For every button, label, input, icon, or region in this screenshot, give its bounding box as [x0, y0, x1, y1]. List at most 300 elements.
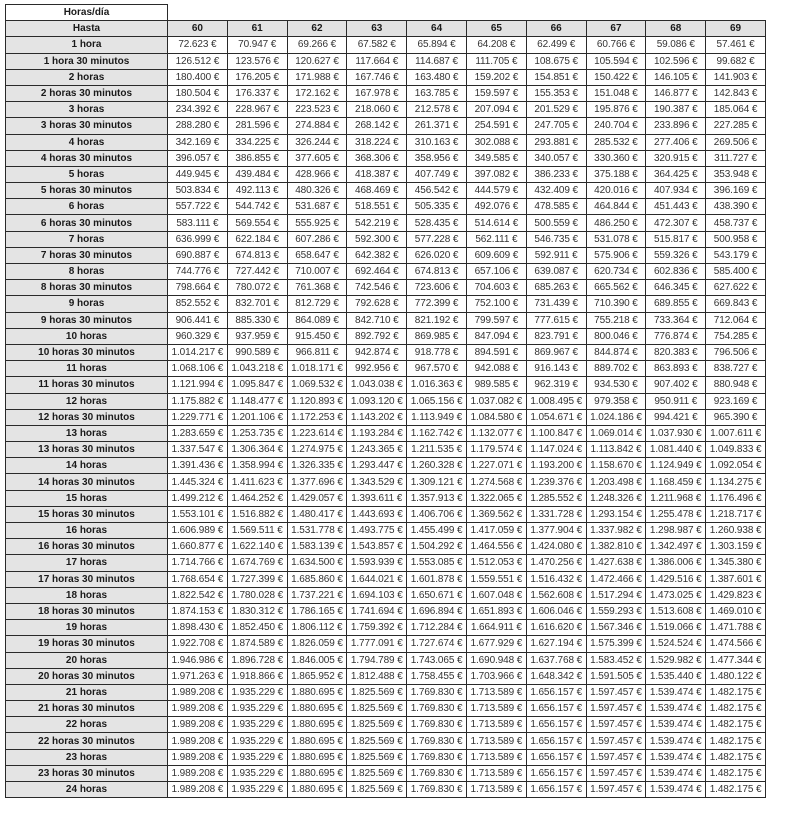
value-cell: 1.593.939 € [347, 555, 407, 571]
value-cell: 1.345.380 € [706, 555, 766, 571]
value-cell: 1.274.568 € [466, 474, 526, 490]
value-cell: 1.989.208 € [168, 717, 228, 733]
value-cell: 1.591.505 € [586, 668, 646, 684]
value-cell: 1.656.157 € [526, 765, 586, 781]
value-cell: 1.846.005 € [287, 652, 347, 668]
value-cell: 1.172.253 € [287, 409, 347, 425]
value-cell: 934.530 € [586, 377, 646, 393]
value-cell: 923.169 € [706, 393, 766, 409]
value-cell: 1.880.695 € [287, 733, 347, 749]
value-cell: 1.464.556 € [466, 539, 526, 555]
value-cell: 1.713.589 € [466, 684, 526, 700]
value-cell: 1.880.695 € [287, 717, 347, 733]
value-cell: 1.597.457 € [586, 684, 646, 700]
table-row [6, 474, 766, 490]
value-cell: 111.705 € [466, 53, 526, 69]
table-row [6, 166, 766, 182]
value-cell: 1.417.059 € [466, 523, 526, 539]
value-cell: 1.826.059 € [287, 636, 347, 652]
value-cell: 916.143 € [526, 361, 586, 377]
value-cell: 1.741.694 € [347, 603, 407, 619]
value-cell: 1.758.455 € [407, 668, 467, 684]
value-cell: 326.244 € [287, 134, 347, 150]
value-cell: 1.218.717 € [706, 506, 766, 522]
value-cell: 942.874 € [347, 344, 407, 360]
value-cell: 1.935.229 € [227, 765, 287, 781]
value-cell: 176.337 € [227, 85, 287, 101]
value-cell: 1.694.103 € [347, 587, 407, 603]
value-cell: 915.450 € [287, 328, 347, 344]
value-cell: 1.989.208 € [168, 733, 228, 749]
value-cell: 1.769.830 € [407, 765, 467, 781]
value-cell: 1.512.053 € [466, 555, 526, 571]
value-cell: 1.081.440 € [646, 442, 706, 458]
value-cell: 907.402 € [646, 377, 706, 393]
value-cell: 639.087 € [526, 264, 586, 280]
value-cell: 1.069.532 € [287, 377, 347, 393]
value-cell: 285.532 € [586, 134, 646, 150]
value-cell: 59.086 € [646, 37, 706, 53]
table-row [6, 603, 766, 619]
value-cell: 386.233 € [526, 166, 586, 182]
value-cell: 478.585 € [526, 199, 586, 215]
value-cell: 531.078 € [586, 231, 646, 247]
value-cell: 800.046 € [586, 328, 646, 344]
value-cell: 70.947 € [227, 37, 287, 53]
row-label: 15 horas 30 minutos [6, 506, 168, 522]
value-cell: 1.303.159 € [706, 539, 766, 555]
table-row [6, 150, 766, 166]
table-row [6, 37, 766, 53]
value-cell: 555.925 € [287, 215, 347, 231]
value-cell: 505.335 € [407, 199, 467, 215]
value-cell: 281.596 € [227, 118, 287, 134]
value-cell: 727.442 € [227, 264, 287, 280]
value-cell: 340.057 € [526, 150, 586, 166]
row-label: 20 horas 30 minutos [6, 668, 168, 684]
value-cell: 1.650.671 € [407, 587, 467, 603]
value-cell: 1.482.175 € [706, 733, 766, 749]
value-cell: 99.682 € [706, 53, 766, 69]
value-cell: 885.330 € [227, 312, 287, 328]
column-header: 60 [168, 21, 228, 37]
value-cell: 892.792 € [347, 328, 407, 344]
value-cell: 396.057 € [168, 150, 228, 166]
row-label: 7 horas [6, 231, 168, 247]
value-cell: 375.188 € [586, 166, 646, 182]
value-cell: 1.743.065 € [407, 652, 467, 668]
row-label: 3 horas 30 minutos [6, 118, 168, 134]
value-cell: 966.811 € [287, 344, 347, 360]
value-cell: 754.285 € [706, 328, 766, 344]
column-header-row [6, 21, 766, 37]
table-row [6, 231, 766, 247]
value-cell: 1.469.010 € [706, 603, 766, 619]
value-cell: 792.628 € [347, 296, 407, 312]
value-cell: 544.742 € [227, 199, 287, 215]
value-cell: 397.082 € [466, 166, 526, 182]
value-cell: 1.539.474 € [646, 733, 706, 749]
value-cell: 692.464 € [347, 264, 407, 280]
value-cell: 585.400 € [706, 264, 766, 280]
table-row [6, 215, 766, 231]
row-label: 6 horas 30 minutos [6, 215, 168, 231]
value-cell: 1.470.256 € [526, 555, 586, 571]
value-cell: 500.958 € [706, 231, 766, 247]
table-body [6, 37, 766, 798]
value-cell: 1.597.457 € [586, 749, 646, 765]
row-label: 21 horas [6, 684, 168, 700]
value-cell: 1.989.208 € [168, 765, 228, 781]
table-row [6, 344, 766, 360]
value-cell: 407.934 € [646, 183, 706, 199]
value-cell: 1.935.229 € [227, 701, 287, 717]
value-cell: 752.100 € [466, 296, 526, 312]
value-cell: 838.727 € [706, 361, 766, 377]
row-label: 11 horas 30 minutos [6, 377, 168, 393]
value-cell: 114.687 € [407, 53, 467, 69]
value-cell: 990.589 € [227, 344, 287, 360]
value-cell: 1.084.580 € [466, 409, 526, 425]
value-cell: 1.713.589 € [466, 701, 526, 717]
value-cell: 396.169 € [706, 183, 766, 199]
table-row [6, 765, 766, 781]
row-label: 8 horas [6, 264, 168, 280]
row-label: 19 horas 30 minutos [6, 636, 168, 652]
row-label: 4 horas 30 minutos [6, 150, 168, 166]
table-row [6, 118, 766, 134]
table-row [6, 506, 766, 522]
value-cell: 233.896 € [646, 118, 706, 134]
value-cell: 1.898.430 € [168, 620, 228, 636]
value-cell: 1.331.728 € [526, 506, 586, 522]
row-label: 20 horas [6, 652, 168, 668]
value-cell: 1.874.589 € [227, 636, 287, 652]
value-cell: 108.675 € [526, 53, 586, 69]
value-cell: 1.597.457 € [586, 701, 646, 717]
value-cell: 620.734 € [586, 264, 646, 280]
value-cell: 1.093.120 € [347, 393, 407, 409]
value-cell: 1.539.474 € [646, 684, 706, 700]
value-cell: 1.989.208 € [168, 749, 228, 765]
value-cell: 1.227.071 € [466, 458, 526, 474]
row-label: 10 horas [6, 328, 168, 344]
value-cell: 1.482.175 € [706, 701, 766, 717]
table-row [6, 409, 766, 425]
value-cell: 518.551 € [347, 199, 407, 215]
value-cell: 723.606 € [407, 280, 467, 296]
value-cell: 1.499.212 € [168, 490, 228, 506]
row-label: 9 horas 30 minutos [6, 312, 168, 328]
value-cell: 1.309.121 € [407, 474, 467, 490]
table-row [6, 312, 766, 328]
value-cell: 105.594 € [586, 53, 646, 69]
value-cell: 1.095.847 € [227, 377, 287, 393]
value-cell: 1.656.157 € [526, 701, 586, 717]
value-cell: 1.880.695 € [287, 684, 347, 700]
value-cell: 602.836 € [646, 264, 706, 280]
value-cell: 1.677.929 € [466, 636, 526, 652]
value-cell: 642.382 € [347, 247, 407, 263]
value-cell: 1.229.771 € [168, 409, 228, 425]
empty-header-space [168, 5, 766, 21]
value-cell: 1.043.218 € [227, 361, 287, 377]
table-row [6, 458, 766, 474]
value-cell: 1.713.589 € [466, 782, 526, 798]
value-cell: 1.637.768 € [526, 652, 586, 668]
value-cell: 1.517.294 € [586, 587, 646, 603]
value-cell: 609.609 € [466, 247, 526, 263]
table-row [6, 587, 766, 603]
value-cell: 1.539.474 € [646, 701, 706, 717]
value-cell: 1.634.500 € [287, 555, 347, 571]
value-cell: 1.562.608 € [526, 587, 586, 603]
value-cell: 1.769.830 € [407, 684, 467, 700]
value-cell: 1.113.842 € [586, 442, 646, 458]
value-cell: 1.480.122 € [706, 668, 766, 684]
value-cell: 1.474.566 € [706, 636, 766, 652]
value-cell: 503.834 € [168, 183, 228, 199]
value-cell: 1.583.139 € [287, 539, 347, 555]
value-cell: 1.322.065 € [466, 490, 526, 506]
value-cell: 1.769.830 € [407, 717, 467, 733]
table-row [6, 620, 766, 636]
value-cell: 1.759.392 € [347, 620, 407, 636]
value-cell: 1.922.708 € [168, 636, 228, 652]
value-cell: 1.519.066 € [646, 620, 706, 636]
column-header: 63 [347, 21, 407, 37]
value-cell: 288.280 € [168, 118, 228, 134]
value-cell: 1.737.221 € [287, 587, 347, 603]
value-cell: 528.435 € [407, 215, 467, 231]
value-cell: 1.690.948 € [466, 652, 526, 668]
table-row [6, 199, 766, 215]
row-label: 18 horas 30 minutos [6, 603, 168, 619]
value-cell: 1.812.488 € [347, 668, 407, 684]
table-row [6, 749, 766, 765]
value-cell: 62.499 € [526, 37, 586, 53]
value-cell: 1.769.830 € [407, 733, 467, 749]
value-cell: 1.516.432 € [526, 571, 586, 587]
value-cell: 126.512 € [168, 53, 228, 69]
value-cell: 1.583.452 € [586, 652, 646, 668]
value-cell: 428.966 € [287, 166, 347, 182]
table-row [6, 523, 766, 539]
value-cell: 1.768.654 € [168, 571, 228, 587]
value-cell: 57.461 € [706, 37, 766, 53]
value-cell: 1.482.175 € [706, 782, 766, 798]
value-cell: 1.147.024 € [526, 442, 586, 458]
value-cell: 1.239.376 € [526, 474, 586, 490]
value-cell: 1.651.893 € [466, 603, 526, 619]
value-cell: 492.076 € [466, 199, 526, 215]
value-cell: 418.387 € [347, 166, 407, 182]
value-cell: 1.377.904 € [526, 523, 586, 539]
value-cell: 1.193.200 € [526, 458, 586, 474]
value-cell: 1.597.457 € [586, 733, 646, 749]
value-cell: 163.480 € [407, 69, 467, 85]
value-cell: 185.064 € [706, 102, 766, 118]
value-cell: 1.825.569 € [347, 684, 407, 700]
value-cell: 1.543.857 € [347, 539, 407, 555]
value-cell: 1.471.788 € [706, 620, 766, 636]
value-cell: 967.570 € [407, 361, 467, 377]
value-cell: 776.874 € [646, 328, 706, 344]
table-row [6, 85, 766, 101]
value-cell: 1.391.436 € [168, 458, 228, 474]
value-cell: 1.825.569 € [347, 782, 407, 798]
value-cell: 318.224 € [347, 134, 407, 150]
row-label: 6 horas [6, 199, 168, 215]
value-cell: 906.441 € [168, 312, 228, 328]
column-header: 62 [287, 21, 347, 37]
value-cell: 1.211.535 € [407, 442, 467, 458]
row-label: 24 horas [6, 782, 168, 798]
value-cell: 120.627 € [287, 53, 347, 69]
value-cell: 1.482.175 € [706, 717, 766, 733]
row-label: 1 hora 30 minutos [6, 53, 168, 69]
value-cell: 965.390 € [706, 409, 766, 425]
value-cell: 1.727.674 € [407, 636, 467, 652]
value-cell: 1.472.466 € [586, 571, 646, 587]
row-label: 11 horas [6, 361, 168, 377]
row-label: 12 horas 30 minutos [6, 409, 168, 425]
value-cell: 1.880.695 € [287, 749, 347, 765]
value-cell: 1.825.569 € [347, 701, 407, 717]
value-cell: 1.427.638 € [586, 555, 646, 571]
value-cell: 172.162 € [287, 85, 347, 101]
value-cell: 1.424.080 € [526, 539, 586, 555]
value-cell: 592.911 € [526, 247, 586, 263]
value-cell: 480.326 € [287, 183, 347, 199]
value-cell: 823.791 € [526, 328, 586, 344]
value-cell: 733.364 € [646, 312, 706, 328]
value-cell: 472.307 € [646, 215, 706, 231]
value-cell: 234.392 € [168, 102, 228, 118]
value-cell: 1.358.994 € [227, 458, 287, 474]
value-cell: 1.825.569 € [347, 765, 407, 781]
value-cell: 1.253.735 € [227, 425, 287, 441]
value-cell: 358.956 € [407, 150, 467, 166]
value-cell: 575.906 € [586, 247, 646, 263]
value-cell: 1.274.975 € [287, 442, 347, 458]
value-cell: 1.896.728 € [227, 652, 287, 668]
value-cell: 1.648.342 € [526, 668, 586, 684]
table-row [6, 361, 766, 377]
value-cell: 1.880.695 € [287, 701, 347, 717]
value-cell: 449.945 € [168, 166, 228, 182]
value-cell: 710.390 € [586, 296, 646, 312]
value-cell: 799.597 € [466, 312, 526, 328]
table-row [6, 717, 766, 733]
column-header: 64 [407, 21, 467, 37]
value-cell: 515.817 € [646, 231, 706, 247]
value-cell: 293.881 € [526, 134, 586, 150]
value-cell: 261.371 € [407, 118, 467, 134]
value-cell: 1.567.346 € [586, 620, 646, 636]
value-cell: 451.443 € [646, 199, 706, 215]
value-cell: 1.306.364 € [227, 442, 287, 458]
value-cell: 962.319 € [526, 377, 586, 393]
value-cell: 1.989.208 € [168, 684, 228, 700]
value-cell: 1.794.789 € [347, 652, 407, 668]
table-row [6, 701, 766, 717]
value-cell: 622.184 € [227, 231, 287, 247]
table-row [6, 571, 766, 587]
value-cell: 744.776 € [168, 264, 228, 280]
table-row [6, 684, 766, 700]
value-cell: 195.876 € [586, 102, 646, 118]
row-label: 1 hora [6, 37, 168, 53]
value-cell: 1.622.140 € [227, 539, 287, 555]
value-cell: 1.553.101 € [168, 506, 228, 522]
value-cell: 1.342.497 € [646, 539, 706, 555]
value-cell: 1.260.938 € [706, 523, 766, 539]
value-cell: 1.477.344 € [706, 652, 766, 668]
value-cell: 710.007 € [287, 264, 347, 280]
value-cell: 1.524.524 € [646, 636, 706, 652]
value-cell: 674.813 € [227, 247, 287, 263]
table-row [6, 264, 766, 280]
row-label: 14 horas 30 minutos [6, 474, 168, 490]
value-cell: 1.874.153 € [168, 603, 228, 619]
value-cell: 704.603 € [466, 280, 526, 296]
value-cell: 1.382.810 € [586, 539, 646, 555]
value-cell: 583.111 € [168, 215, 228, 231]
value-cell: 1.069.014 € [586, 425, 646, 441]
row-label: 5 horas [6, 166, 168, 182]
value-cell: 1.429.823 € [706, 587, 766, 603]
value-cell: 1.018.171 € [287, 361, 347, 377]
column-header: 65 [466, 21, 526, 37]
value-cell: 1.024.186 € [586, 409, 646, 425]
value-cell: 1.606.046 € [526, 603, 586, 619]
value-cell: 844.874 € [586, 344, 646, 360]
value-cell: 1.713.589 € [466, 765, 526, 781]
value-cell: 1.714.766 € [168, 555, 228, 571]
value-cell: 1.780.028 € [227, 587, 287, 603]
value-cell: 557.722 € [168, 199, 228, 215]
value-cell: 1.769.830 € [407, 749, 467, 765]
value-cell: 712.064 € [706, 312, 766, 328]
value-cell: 880.948 € [706, 377, 766, 393]
value-cell: 1.473.025 € [646, 587, 706, 603]
value-cell: 364.425 € [646, 166, 706, 182]
value-cell: 1.121.994 € [168, 377, 228, 393]
table-row [6, 247, 766, 263]
value-cell: 254.591 € [466, 118, 526, 134]
value-cell: 1.068.106 € [168, 361, 228, 377]
value-cell: 820.383 € [646, 344, 706, 360]
value-cell: 1.553.085 € [407, 555, 467, 571]
value-cell: 500.559 € [526, 215, 586, 231]
value-cell: 842.710 € [347, 312, 407, 328]
table-row [6, 733, 766, 749]
value-cell: 1.806.112 € [287, 620, 347, 636]
value-cell: 950.911 € [646, 393, 706, 409]
table-row [6, 782, 766, 798]
value-cell: 658.647 € [287, 247, 347, 263]
value-cell: 334.225 € [227, 134, 287, 150]
value-cell: 847.094 € [466, 328, 526, 344]
value-cell: 1.120.893 € [287, 393, 347, 409]
value-cell: 889.702 € [586, 361, 646, 377]
value-cell: 1.703.966 € [466, 668, 526, 684]
value-cell: 1.656.157 € [526, 782, 586, 798]
value-cell: 979.358 € [586, 393, 646, 409]
value-cell: 141.903 € [706, 69, 766, 85]
value-cell: 1.713.589 € [466, 749, 526, 765]
